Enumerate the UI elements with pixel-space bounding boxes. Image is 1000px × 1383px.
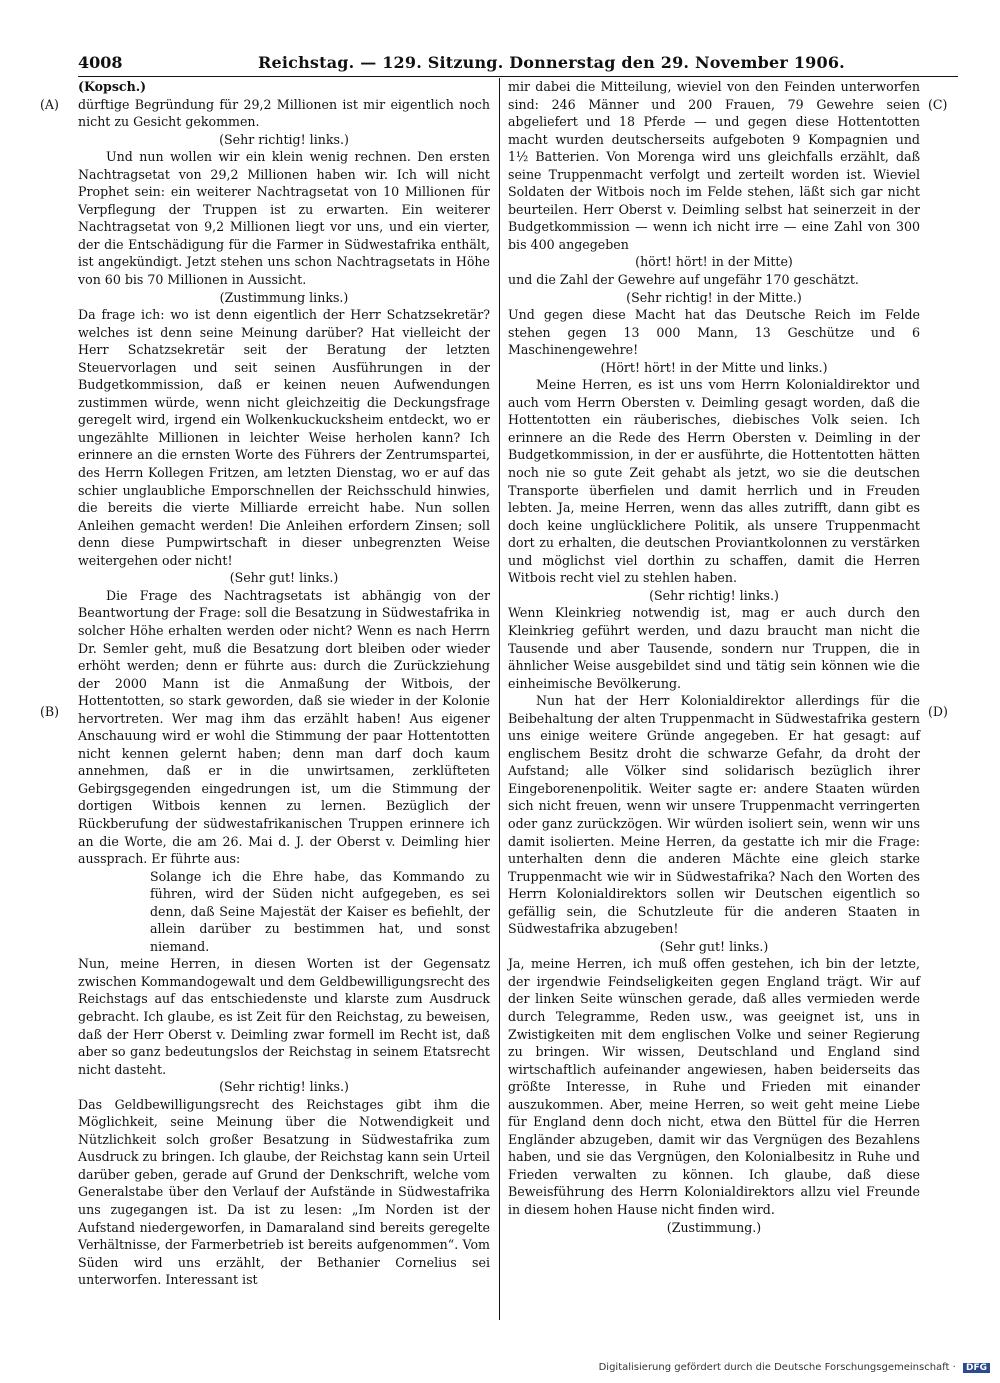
margin-marker-b: (B): [40, 704, 60, 719]
interjection: (Sehr gut! links.): [659, 938, 769, 954]
interjection: (Sehr richtig! links.): [219, 131, 349, 147]
paragraph: Und gegen diese Macht hat das Deutsche Reich im Felde stehen gegen 13 000 Mann, 13 Geschütze und 6 Maschinengewehre!: [508, 307, 920, 358]
margin-marker-d: (D): [928, 704, 948, 719]
paragraph: Ja, meine Herren, ich muß offen gestehen, ich bin der letzte, der irgendwie Feindseligkeiten gegen England trägt. Wir auf der linken Seite wünschen gerade, daß alles vermieden werde durch Telegramme, Reden usw., was geeignet ist, uns in Zwistigkeiten mit dem englischen Volke und seiner Regierung zu bringen. Wir wissen, Deutschland und England sind wirtschaftlich aufeinander angewiesen, haben beiderseits das größte Interesse, in Ruhe und Frieden mit einander auszukommen. Aber, meine Herren, so weit geht meine Liebe für England denn doch nicht, etwa den Büttel für die Herren Engländer abzugeben, damit wir das Vergnügen des Bezahlens haben, und sie das Vergnügen, den Kolonialbesitz in Ruhe und Frieden verwalten zu können. Ich glaube, daß diese Beweisführung des Herrn Kolonialdirektors allzu viel Freunde in diesem hohen Hause nicht finden wird.: [508, 956, 920, 1217]
right-column: [508, 78, 920, 1236]
interjection: (Zustimmung links.): [219, 289, 349, 305]
margin-marker-a: (A): [40, 97, 59, 112]
paragraph: Nun, meine Herren, in diesen Worten ist der Gegensatz zwischen Kommandogewalt und dem Geldbewilligungsrecht des Reichstags auf das entschiedenste und klarste zum Ausdruck gebracht. Ich glaube, es ist Zeit für den Reichstag, zu beweisen, daß der Herr Oberst v. Deimling zwar formell im Recht ist, daß aber so ganz bedeutungslos der Reichstag in seinem Etatsrecht nicht dasteht.: [78, 956, 490, 1077]
dfg-logo: DFG: [963, 1363, 990, 1373]
block-quote: Solange ich die Ehre habe, das Kommando zu führen, wird der Süden nicht aufgegeben, es sei denn, daß Seine Majestät der Kaiser es befiehlt, der allein darüber zu bestimmen hat, und sonst niemand.: [150, 868, 490, 954]
footer-text: Digitalisierung gefördert durch die Deutsche Forschungsgemeinschaft ·: [598, 1362, 956, 1373]
page-number: 4008: [78, 53, 123, 72]
paragraph: Da frage ich: wo ist denn eigentlich der Herr Schatzsekretär? welches ist denn seine Meinung darüber? Hat vielleicht der Herr Schatzsekretär seit der Beratung der letzten Steuervorlagen und seit seinen Ausführungen in der Budgetkommission, daß er keinen neuen Aufwendungen zustimmen würde, wenn nicht gleichzeitig die Deckungsfrage geregelt wird, irgend ein Wolkenkuckucksheim entdeckt, wo er ungezählte Millionen in leichter Weise herholen kann? Ich erinnere an die ernsten Worte des Führers der Zentrumspartei, des Herrn Kollegen Fritzen, am letzten Dienstag, wo er auf das schier unglaubliche Emporschnellen der Reichsschuld hinwies, die bereits die vierte Milliarde erreicht habe. Nun sollen Anleihen gemacht werden! Die Anleihen erfordern Zinsen; soll denn diese Pumpwirtschaft in dieser unbegrenzten Weise weitergehen oder nicht!: [78, 307, 490, 568]
interjection: (Zustimmung.): [666, 1219, 762, 1235]
paragraph: dürftige Begründung für 29,2 Millionen ist mir eigentlich noch nicht zu Gesicht gekommen.: [78, 96, 490, 130]
column-divider: [499, 78, 500, 1320]
speaker-name: (Kopsch.): [78, 79, 147, 94]
page-header: [78, 53, 958, 75]
paragraph: Das Geldbewilligungsrecht des Reichstages gibt ihm die Möglichkeit, seine Meinung über die Notwendigkeit und Nützlichkeit solch großer Besatzung in Südwestafrika zum Ausdruck zu bringen. Ich glaube, der Reichstag kann sein Urteil darüber geben, gerade auf Grund der Denkschrift, welche vom Generalstabe über den Verlauf der Aufstände in Südwestafrika uns zugegangen ist. Da ist zu lesen: „Im Norden ist der Aufstand niedergeworfen, in Damaraland sind bereits geregelte Verhältnisse, der Farmerbetrieb ist bereits aufgenommen“. Vom Süden wird uns erzählt, der Bethanier Cornelius sei unterworfen. Interessant ist: [78, 1096, 490, 1288]
paragraph: Die Frage des Nachtragsetats ist abhängig von der Beantwortung der Frage: soll die Besatzung in Südwestafrika in solcher Höhe erhalten werden oder nicht? Wenn es nach Herrn Dr. Semler geht, muß die Besatzung dort bleiben oder wieder erhöht werden; denn er führte aus: durch die Zurückziehung der 2000 Mann ist die Anmaßung der Witbois, der Hottentotten, so stark geworden, daß sie wieder in der Kolonie hervortreten. Wer mag ihm das erzählt haben! Aus eigener Anschauung wird er wohl die Stimmung der paar Hottentotten nicht kennen gelernt haben; denn man darf doch kaum annehmen, daß er in die unwirtsamen, zerklüfteten Gebirgsgegenden eingedrungen ist, um die Stimmung der dortigen Witbois kennen zu lernen. Bezüglich der Rückberufung der südwestafrikanischen Truppen erinnere ich an die Worte, die am 26. Mai d. J. der Oberst v. Deimling hier aussprach. Er führte aus:: [78, 587, 490, 867]
digitization-credit: [599, 1362, 990, 1373]
paragraph: mir dabei die Mitteilung, wieviel von den Feinden unterworfen sind: 246 Männer und 200 Frauen, 79 Gewehre seien abgeliefert und 18 Pferde — und gegen diese Hottentotten macht wurden deutscherseits aufgeboten 9 Kompagnien und 1½ Batterien. Von Morenga wird uns gleichfalls erzählt, daß seine Truppenmacht verfolgt und zerteilt worden ist. Wieviel Soldaten der Witbois noch im Felde stehen, läßt sich gar nicht beurteilen. Herr Oberst v. Deimling selbst hat seinerzeit in der Budgetkommission — wenn ich nicht irre — eine Zahl von 300 bis 400 angegeben: [508, 79, 920, 252]
running-title: Reichstag. — 129. Sitzung. Donnerstag den 29. November 1906.: [258, 53, 845, 72]
paragraph: und die Zahl der Gewehre auf ungefähr 170 geschätzt.: [508, 272, 859, 288]
paragraph: Und nun wollen wir ein klein wenig rechnen. Den ersten Nachtragsetat von 29,2 Millionen haben wir. Ich will nicht Prophet sein: ein weiterer Nachtragsetat von 10 Millionen für Verpflegung der Truppen ist zu erwarten. Ein weiterer Nachtragsetat von 9,2 Millionen liegt vor uns, und ein vierter, der die Entschädigung für die Farmer in Südwestafrika enthält, ist angekündigt. Jetzt stehen uns schon Nachtragsetats in Höhe von 60 bis 70 Millionen in Aussicht.: [78, 149, 490, 288]
margin-marker-c: (C): [928, 97, 948, 112]
interjection: (hört! hört! in der Mitte): [635, 254, 793, 270]
interjection: (Hört! hört! in der Mitte und links.): [600, 359, 828, 375]
interjection: (Sehr richtig! links.): [649, 587, 779, 603]
header-rule: [78, 76, 958, 77]
interjection: (Sehr richtig! links.): [219, 1079, 349, 1095]
interjection: (Sehr richtig! in der Mitte.): [626, 289, 802, 305]
paragraph: Wenn Kleinkrieg notwendig ist, mag er auch durch den Kleinkrieg geführt werden, und dazu braucht man nicht die Tausende und aber Tausende, sondern nur Truppen, die in ähnlicher Weise ausgebildet sind und tätig sein können wie die einheimische Bevölkerung.: [508, 605, 920, 691]
left-column: [78, 78, 490, 1289]
paragraph: Meine Herren, es ist uns vom Herrn Kolonialdirektor und auch vom Herrn Obersten v. Deimling gesagt worden, daß die Hottentotten ein räuberisches, diebisches Volk seien. Ich erinnere an die Rede des Herrn Obersten v. Deimling in der Budgetkommission, in der er ausführte, die Hottentotten hätten noch nie so gute Zeit gehabt als jetzt, wo sie die deutschen Transporte überfielen und damit herrlich und in Freuden lebten. Ja, meine Herren, wenn das alles zutrifft, dann gibt es doch keine unglücklichere Politik, als unsere Truppenmacht dort zu erhalten, die deutschen Proviantkolonnen zu verstärken und möglichst viel dorthin zu schaffen, damit die Herren Witbois recht viel zu stehlen haben.: [508, 377, 920, 586]
paragraph: Nun hat der Herr Kolonialdirektor allerdings für die Beibehaltung der alten Truppenmacht in Südwestafrika gestern uns einige weitere Gründe angegeben. Er hat gesagt: auf englischem Besitz droht die schwarze Gefahr, da droht der Aufstand; alle Völker sind solidarisch bezüglich ihrer Eingeborenenpolitik. Weiter sagte er: andere Staaten würden sich nicht freuen, wenn wir unsere Truppenmacht verringerten oder ganz zurückzögen. Wir würden isoliert sein, wenn wir uns damit isolierten. Meine Herren, da gestatte ich mir die Frage: unterhalten denn die anderen Mächte eine gleich starke Truppenmacht wie wir in Südwestafrika? Nach den Worten des Herrn Kolonialdirektors sollen wir Deutschen eigentlich so gefällig sein, die Schutzleute für die anderen Staaten in Südwestafrika abzugeben!: [508, 693, 920, 937]
interjection: (Sehr gut! links.): [229, 570, 339, 586]
